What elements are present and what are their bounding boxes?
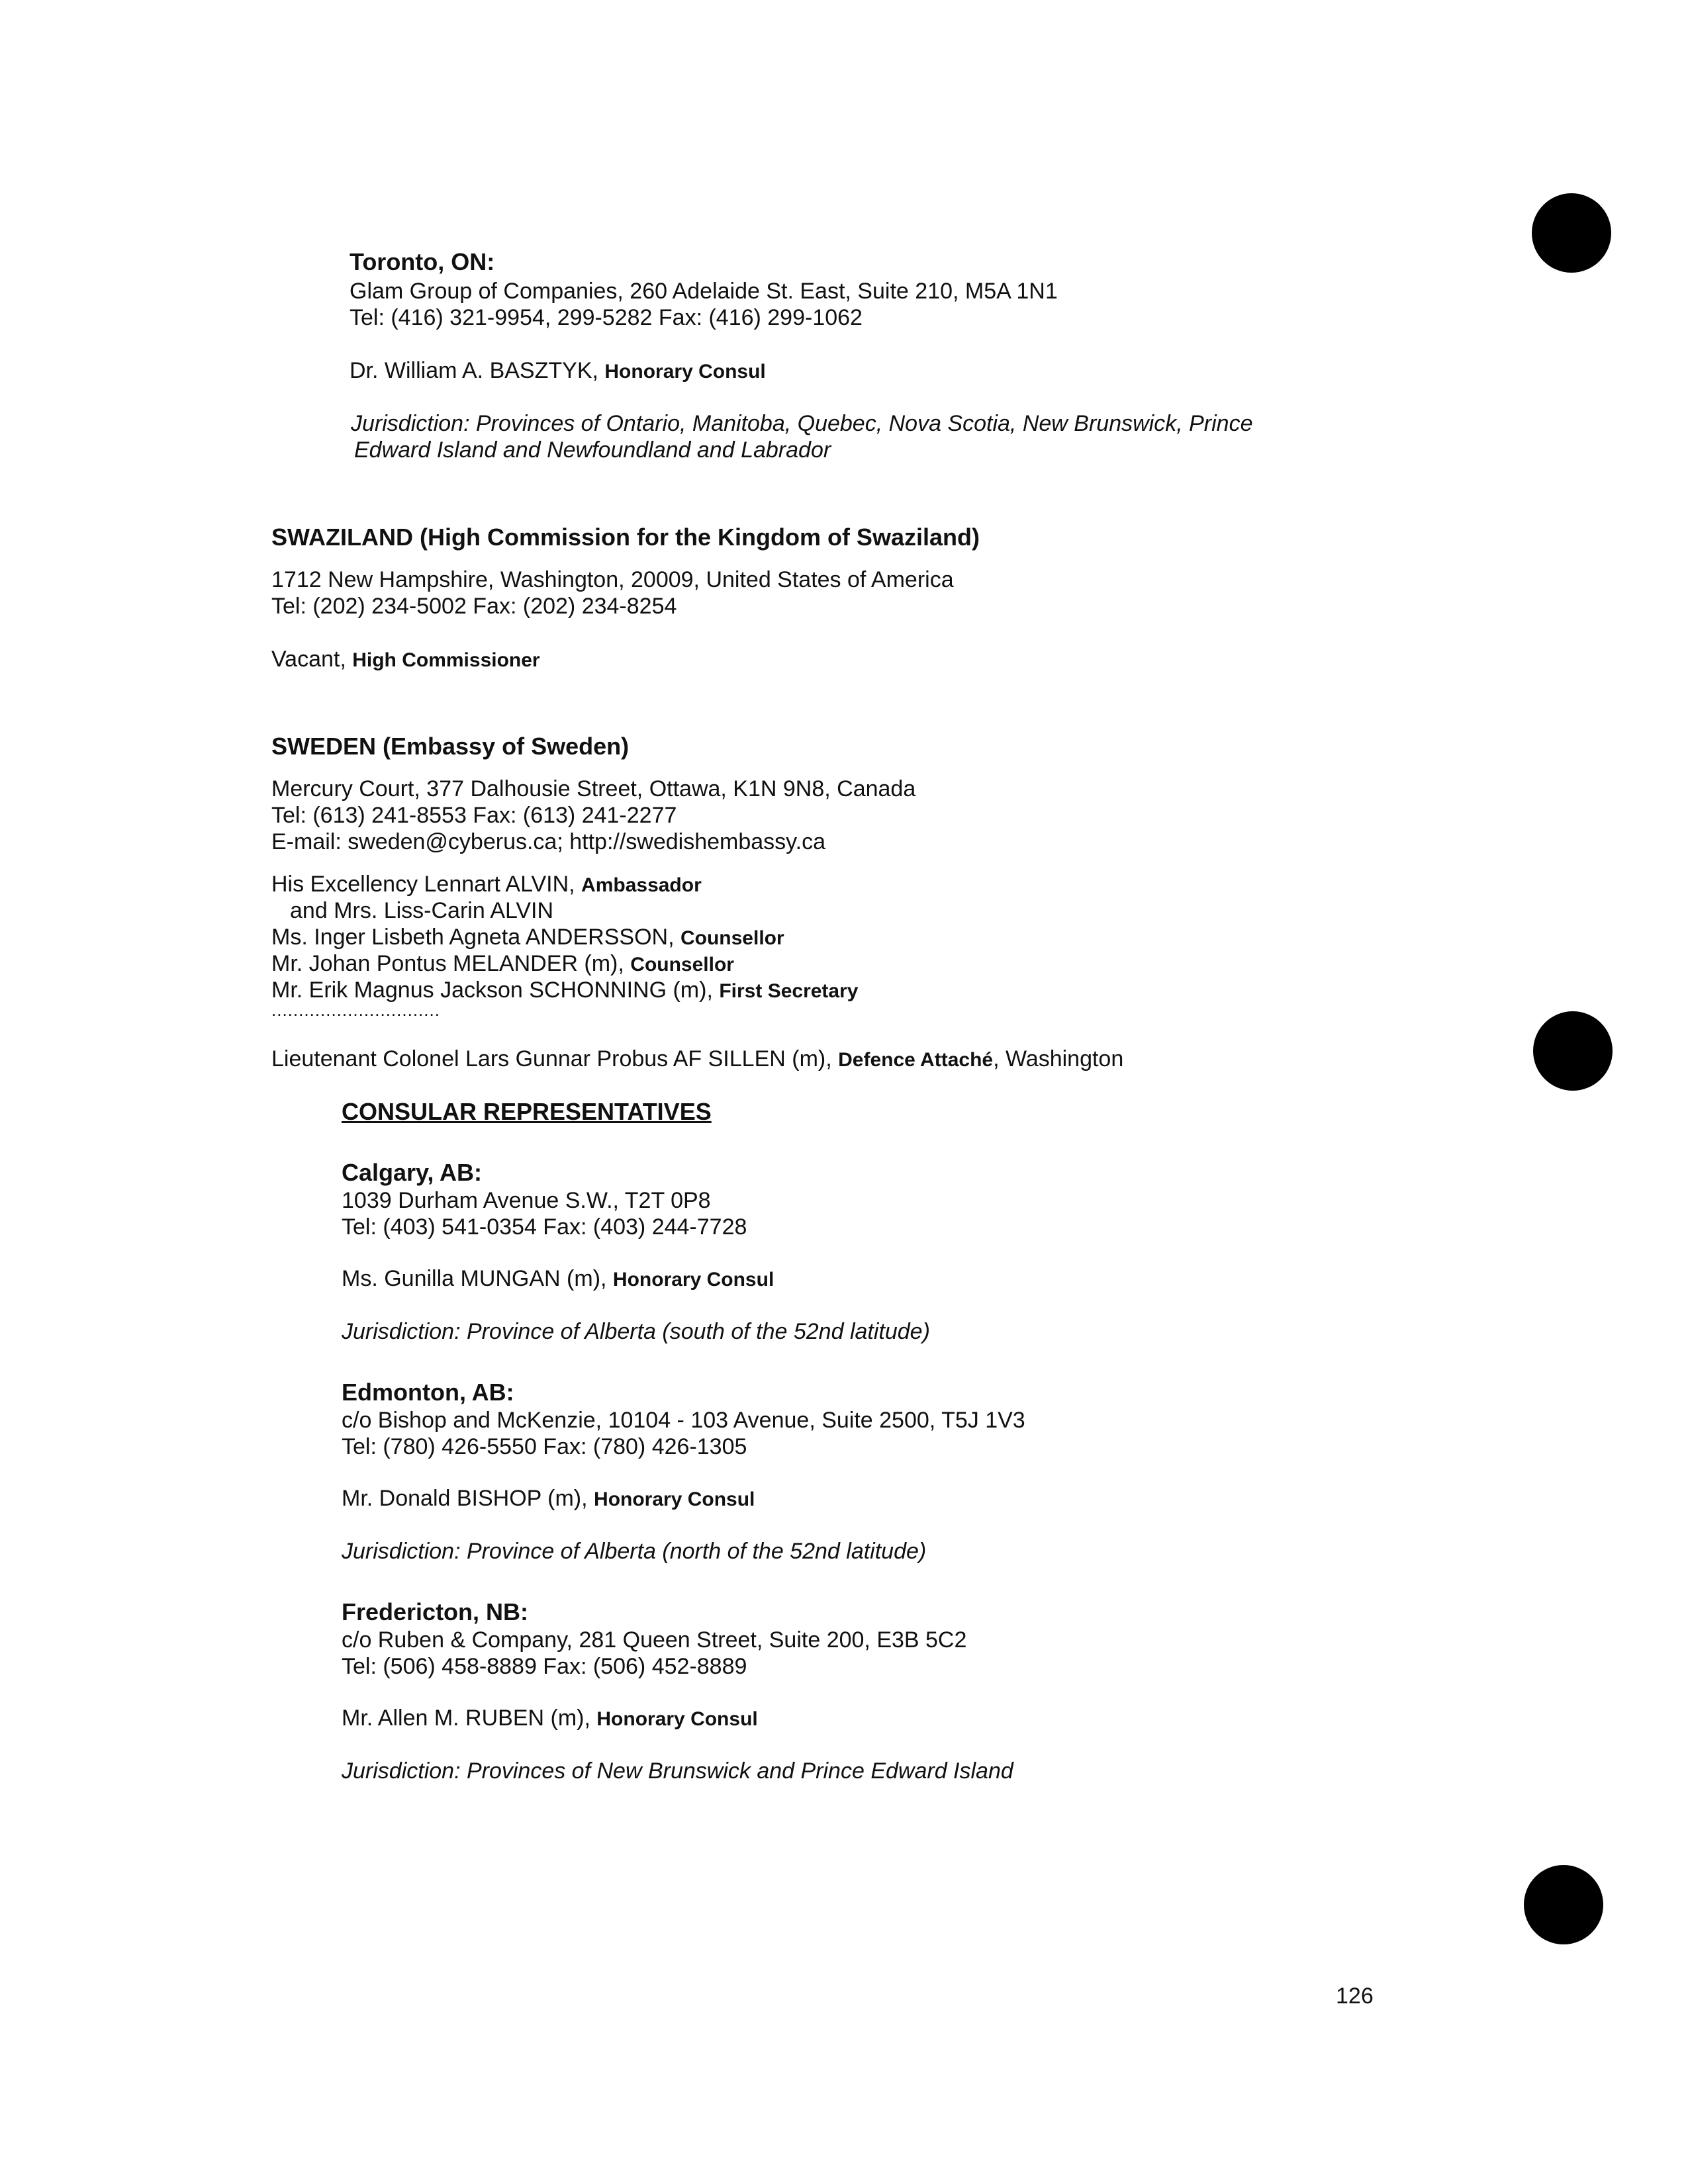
sweden-address: Mercury Court, 377 Dalhousie Street, Ottawa, K1N 9N8, Canada bbox=[271, 776, 916, 801]
office-address: c/o Ruben & Company, 281 Queen Street, Suite 200, E3B 5C2 bbox=[342, 1627, 967, 1653]
office-consul bbox=[342, 1485, 755, 1513]
staff-title: Counsellor bbox=[680, 927, 784, 949]
consul-title: Honorary Consul bbox=[604, 361, 766, 383]
swaziland-commissioner bbox=[271, 646, 540, 674]
binder-hole-bottom bbox=[1524, 1865, 1603, 1944]
toronto-tel: Tel: (416) 321-9954, 299-5282 Fax: (416) 299-1062 bbox=[350, 305, 863, 330]
consul-name: Dr. William A. BASZTYK, bbox=[350, 358, 605, 383]
office-consul bbox=[342, 1265, 774, 1293]
defence-attache bbox=[271, 1046, 1123, 1073]
defence-name: Lieutenant Colonel Lars Gunnar Probus AF SILLEN (m), bbox=[271, 1046, 839, 1071]
staff-name: Mr. Erik Magnus Jackson SCHONNING (m), bbox=[271, 978, 720, 1003]
toronto-jurisdiction-line-2: Edward Island and Newfoundland and Labrador bbox=[354, 437, 831, 463]
commissioner-name: Vacant, bbox=[271, 647, 353, 672]
staff-name: Ms. Inger Lisbeth Agneta ANDERSSON, bbox=[271, 925, 680, 950]
toronto-heading: Toronto, ON: bbox=[350, 248, 495, 275]
defence-title: Defence Attaché bbox=[838, 1049, 994, 1071]
page-number: 126 bbox=[1336, 1983, 1374, 2009]
staff-entry bbox=[271, 871, 702, 899]
sweden-heading: SWEDEN (Embassy of Sweden) bbox=[271, 733, 630, 760]
office-consul-name: Mr. Allen M. RUBEN (m), bbox=[342, 1706, 597, 1731]
office-heading: Edmonton, AB: bbox=[342, 1379, 514, 1406]
toronto-address: Glam Group of Companies, 260 Adelaide St. East, Suite 210, M5A 1N1 bbox=[350, 279, 1058, 304]
staff-name: Mr. Johan Pontus MELANDER (m), bbox=[271, 951, 631, 976]
swaziland-tel: Tel: (202) 234-5002 Fax: (202) 234-8254 bbox=[271, 594, 677, 619]
office-consul-title: Honorary Consul bbox=[596, 1708, 758, 1730]
office-tel: Tel: (780) 426-5550 Fax: (780) 426-1305 bbox=[342, 1434, 747, 1459]
office-consul-title: Honorary Consul bbox=[612, 1269, 774, 1291]
staff-title: Counsellor bbox=[630, 954, 734, 976]
office-consul-name: Mr. Donald BISHOP (m), bbox=[342, 1486, 594, 1511]
office-consul-name: Ms. Gunilla MUNGAN (m), bbox=[342, 1266, 613, 1291]
staff-entry bbox=[290, 897, 553, 925]
office-consul-title: Honorary Consul bbox=[594, 1488, 755, 1510]
staff-name: His Excellency Lennart ALVIN, bbox=[271, 872, 582, 897]
commissioner-title: High Commissioner bbox=[352, 649, 540, 671]
office-jurisdiction: Jurisdiction: Province of Alberta (south of the 52nd latitude) bbox=[342, 1319, 930, 1344]
office-jurisdiction: Jurisdiction: Provinces of New Brunswick and Prince Edward Island bbox=[342, 1758, 1013, 1784]
office-heading: Calgary, AB: bbox=[342, 1159, 483, 1186]
staff-title: Ambassador bbox=[581, 874, 702, 896]
toronto-consul bbox=[350, 357, 766, 385]
office-heading: Fredericton, NB: bbox=[342, 1598, 529, 1625]
staff-title: First Secretary bbox=[719, 980, 859, 1002]
office-tel: Tel: (403) 541-0354 Fax: (403) 244-7728 bbox=[342, 1214, 747, 1240]
office-jurisdiction: Jurisdiction: Province of Alberta (north of the 52nd latitude) bbox=[342, 1539, 927, 1564]
toronto-jurisdiction-line-1: Jurisdiction: Provinces of Ontario, Manitoba, Quebec, Nova Scotia, New Brunswick, Prince bbox=[351, 411, 1253, 436]
dotted-separator: ............................... bbox=[271, 1000, 440, 1020]
office-address: c/o Bishop and McKenzie, 10104 - 103 Avenue, Suite 2500, T5J 1V3 bbox=[342, 1408, 1025, 1433]
office-address: 1039 Durham Avenue S.W., T2T 0P8 bbox=[342, 1188, 711, 1213]
defence-suffix: , Washington bbox=[993, 1046, 1124, 1071]
binder-hole-middle bbox=[1533, 1011, 1613, 1091]
office-tel: Tel: (506) 458-8889 Fax: (506) 452-8889 bbox=[342, 1654, 747, 1679]
staff-entry bbox=[271, 950, 734, 978]
staff-name: and Mrs. Liss-Carin ALVIN bbox=[290, 898, 554, 923]
sweden-email: E-mail: sweden@cyberus.ca; http://swedishembassy.ca bbox=[271, 829, 826, 854]
swaziland-address: 1712 New Hampshire, Washington, 20009, United States of America bbox=[271, 567, 954, 592]
consular-heading: CONSULAR REPRESENTATIVES bbox=[342, 1098, 712, 1125]
sweden-tel: Tel: (613) 241-8553 Fax: (613) 241-2277 bbox=[271, 803, 677, 828]
swaziland-heading: SWAZILAND (High Commission for the Kingdom of Swaziland) bbox=[271, 523, 980, 551]
staff-entry bbox=[271, 924, 784, 952]
office-consul bbox=[342, 1705, 758, 1733]
binder-hole-top bbox=[1532, 193, 1611, 273]
